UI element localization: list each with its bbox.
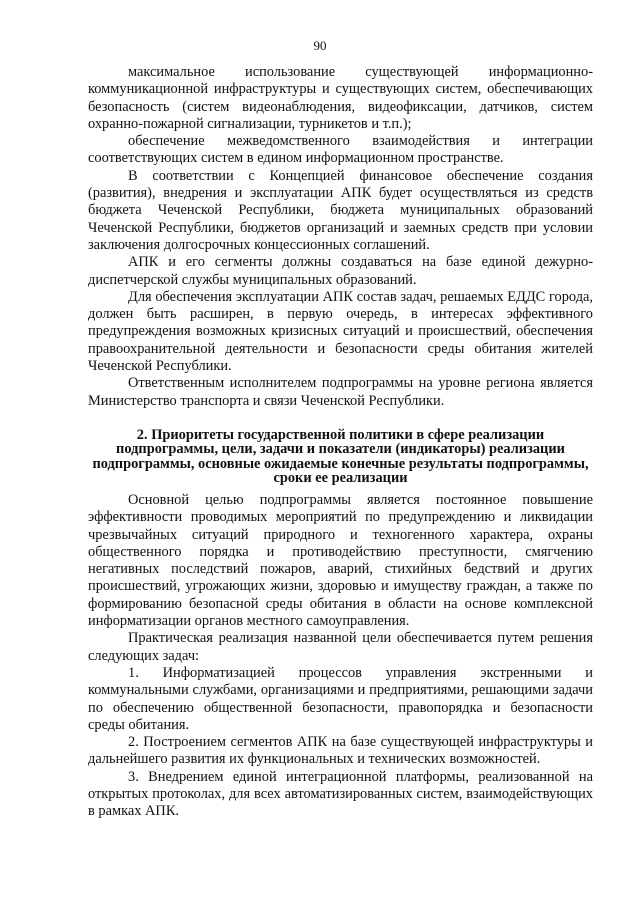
paragraph: В соответствии с Концепцией финансовое обеспечение создания (развития), внедрения и эксплуатации АПК будет осуществляться из средств бюджета Чеченской Республики, бюджета муниципальных образований Чеченской Республики, бюджетов организаций и заемных средств при условии заключения долгосрочных концессионных соглашений. <box>88 167 593 253</box>
list-item: 1. Информатизацией процессов управления экстренными и коммунальными службами, организациями и предприятиями, решающими задачи по обеспечению общественной безопасности, правопорядка и безопасности среды обитания. <box>88 664 593 733</box>
section-heading: 2. Приоритеты государственной политики в сфере реализации подпрограммы, цели, задачи и показатели (индикаторы) реализации подпрограммы, основные ожидаемые конечные результаты подпрограммы, сроки ее реализации <box>92 426 589 487</box>
paragraph: АПК и его сегменты должны создаваться на базе единой дежурно-диспетчерской службы муниципальных образований. <box>88 254 593 288</box>
page-number: 90 <box>313 38 327 53</box>
list-item: 3. Внедрением единой интеграционной платформы, реализованной на открытых протоколах, для всех автоматизированных систем, взаимодействующих в рамках АПК. <box>88 768 593 820</box>
paragraph: обеспечение межведомственного взаимодействия и интеграции соответствующих систем в едином информационном пространстве. <box>88 133 593 167</box>
paragraph: Практическая реализация названной цели обеспечивается путем решения следующих задач: <box>88 630 593 664</box>
paragraph: Для обеспечения эксплуатации АПК состав задач, решаемых ЕДДС города, должен быть расширен, в первую очередь, в интересах эффективного предупреждения возможных кризисных ситуаций и происшествий, обеспечения правоохранительной деятельности и безопасности среды обитания жителей Чеченской Республики. <box>88 288 593 375</box>
paragraph: максимальное использование существующей информационно-коммуникационной инфраструктуры и существующих систем, обеспечивающих безопасность (систем видеонаблюдения, видеофиксации, датчиков, систем охранно-пожарной сигнализации, турникетов и т.п.); <box>88 64 593 132</box>
paragraph: Основной целью подпрограммы является постоянное повышение эффективности проводимых мероприятий по предупреждению и ликвидации чрезвычайных ситуаций природного и техногенного характера, охраны общественного порядка и противодействию преступности, смягчению негативных последствий пожаров, аварий, стихийных бедствий и других происшествий, угрожающих жизни, здоровью и имуществу граждан, а также по формированию безопасной среды обитания в области на основе комплексной информатизации органов местного самоуправления. <box>88 491 593 630</box>
document-body <box>88 64 593 821</box>
list-item: 2. Построением сегментов АПК на базе существующей инфраструктуры и дальнейшего развития их функциональных и технических возможностей. <box>88 734 593 768</box>
paragraph: Ответственным исполнителем подпрограммы на уровне региона является Министерство транспорта и связи Чеченской Республики. <box>88 375 593 409</box>
